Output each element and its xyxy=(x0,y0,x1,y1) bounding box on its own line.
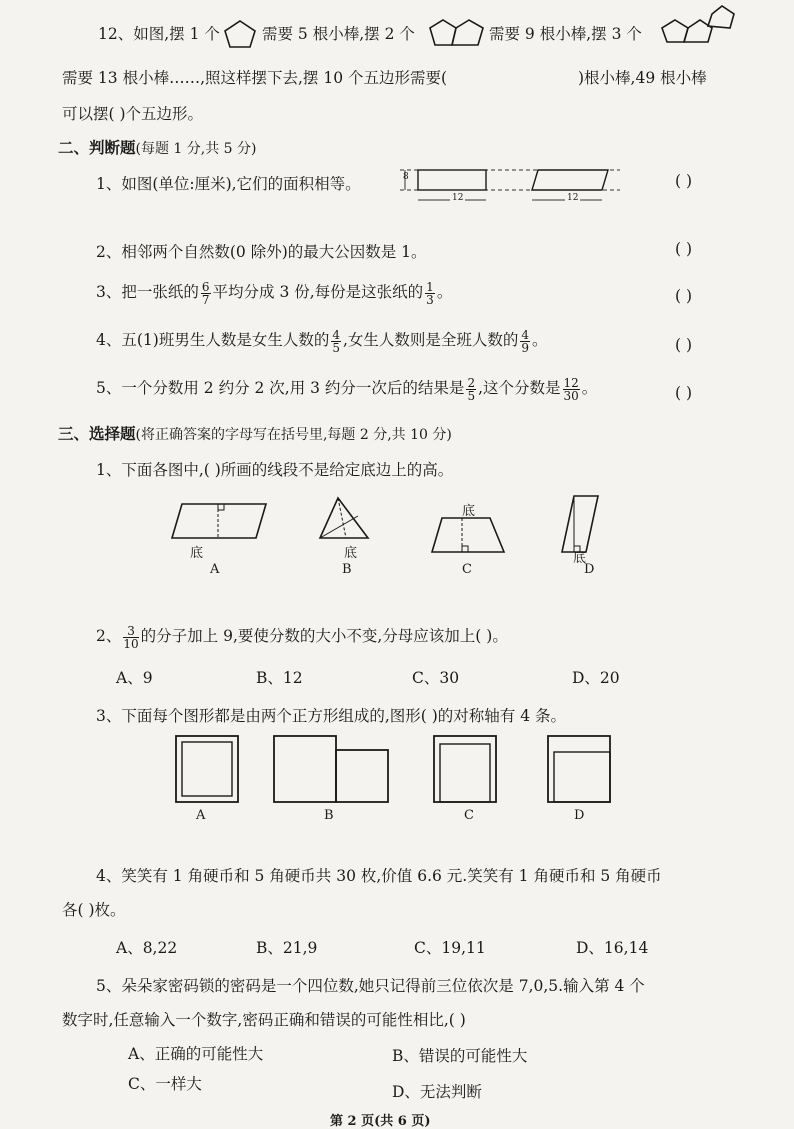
q1-dim-h: 8 xyxy=(403,172,409,182)
s3-q5-opt-a[interactable]: A、正确的可能性大 xyxy=(128,1045,264,1063)
s3-q2: 2、 $\frac{3}{10}$ 的分子加上 9,要使分数的大小不变,分母应该加上( )。 xyxy=(96,623,508,651)
s2-q2-paren[interactable]: ( ) xyxy=(675,240,693,258)
s3-q1: 1、下面各图中,( )所画的线段不是给定底边上的高。 xyxy=(96,461,454,479)
s2-q5-paren[interactable]: ( ) xyxy=(675,384,693,402)
pentagon-icon xyxy=(222,18,258,50)
s3-q4-line1: 4、笑笑有 1 角硬币和 5 角硬币共 30 枚,价值 6.6 元.笑笑有 1 角硬币和 5 角硬币 xyxy=(96,867,662,885)
three-pentagons-icon xyxy=(660,4,738,50)
shape-c-label: C xyxy=(462,562,472,577)
fraction: $\frac{6}{7}$ xyxy=(201,279,210,307)
s3-q2-opt-a[interactable]: A、9 xyxy=(116,669,153,687)
s3-q5-opt-d[interactable]: D、无法判断 xyxy=(392,1083,482,1101)
section3-title: 三、选择题(将正确答案的字母写在括号里,每题 2 分,共 10 分) xyxy=(58,424,452,443)
s3-q5-opt-b[interactable]: B、错误的可能性大 xyxy=(392,1047,528,1065)
shape-c-base: 底 xyxy=(462,504,476,519)
s3-q4-line2: 各( )枚。 xyxy=(62,901,126,919)
q3-label-b: B xyxy=(324,808,334,823)
fraction: $\frac{12}{30}$ xyxy=(563,375,579,403)
q1-shapes xyxy=(170,494,610,584)
shape-d-base: 底 xyxy=(573,551,587,566)
shape-d-label: D xyxy=(584,562,595,577)
s2-q2: 2、相邻两个自然数(0 除外)的最大公因数是 1。 xyxy=(96,243,427,261)
fraction: $\frac{2}{5}$ xyxy=(467,375,476,403)
s2-q3: 3、把一张纸的 $\frac{6}{7}$ 平均分成 3 份,每份是这张纸的 $\frac{1}{3}$ 。 xyxy=(96,279,453,307)
s3-q5-opt-c[interactable]: C、一样大 xyxy=(128,1075,202,1093)
s3-q2-opt-d[interactable]: D、20 xyxy=(572,669,620,687)
q3-shapes xyxy=(170,732,630,808)
q3-label-c: C xyxy=(464,808,474,823)
s3-q2-opt-b[interactable]: B、12 xyxy=(256,669,303,687)
fraction: $\frac{4}{5}$ xyxy=(332,327,340,355)
fraction: $\frac{1}{3}$ xyxy=(426,279,434,307)
s3-q4-opt-a[interactable]: A、8,22 xyxy=(116,939,178,957)
two-pentagons-icon xyxy=(428,16,486,50)
s3-q2-opt-c[interactable]: C、30 xyxy=(412,669,460,687)
shape-b-label: B xyxy=(342,562,352,577)
s2-q3-paren[interactable]: ( ) xyxy=(675,287,693,305)
fraction: $\frac{4}{9}$ xyxy=(521,327,530,355)
section2-title: 二、判断题(每题 1 分,共 5 分) xyxy=(58,138,257,157)
shape-a-label: A xyxy=(210,562,220,577)
q3-label-d: D xyxy=(574,808,585,823)
q1-figure xyxy=(396,162,624,206)
s2-q5: 5、一个分数用 2 约分 2 次,用 3 约分一次后的结果是 $\frac{2}{5}$ ,这个分数是 $\frac{12}{30}$ 。 xyxy=(96,375,598,403)
shape-a-base: 底 xyxy=(190,546,204,561)
q12-line2b: )根小棒,49 根小棒 xyxy=(578,69,707,87)
s3-q4-opt-d[interactable]: D、16,14 xyxy=(576,939,649,957)
q12-text-3: 需要 9 根小棒,摆 3 个 xyxy=(489,25,642,43)
s3-q5-line2: 数字时,任意输入一个数字,密码正确和错误的可能性相比,( ) xyxy=(62,1011,466,1029)
s3-q3: 3、下面每个图形都是由两个正方形组成的,图形( )的对称轴有 4 条。 xyxy=(96,707,567,725)
s3-q4-opt-b[interactable]: B、21,9 xyxy=(256,939,318,957)
s3-q4-opt-c[interactable]: C、19,11 xyxy=(414,939,486,957)
q3-label-a: A xyxy=(196,808,206,823)
s2-q1: 1、如图(单位:厘米),它们的面积相等。 xyxy=(96,175,361,193)
q1-dim-w1: 12 xyxy=(452,193,464,203)
s2-q4: 4、五(1)班男生人数是女生人数的 $\frac{4}{5}$ ,女生人数则是全班人数的 $\frac{4}{9}$ 。 xyxy=(96,327,548,355)
s2-q1-paren[interactable]: ( ) xyxy=(675,172,693,190)
q12-line3: 可以摆( )个五边形。 xyxy=(62,105,204,123)
shape-b-base: 底 xyxy=(344,546,358,561)
q12-line2a: 需要 13 根小棒……,照这样摆下去,摆 10 个五边形需要( xyxy=(62,69,448,87)
q12-text-2: 需要 5 根小棒,摆 2 个 xyxy=(262,25,415,43)
q1-dim-w2: 12 xyxy=(567,193,579,203)
s3-q5-line1: 5、朵朵家密码锁的密码是一个四位数,她只记得前三位依次是 7,0,5.输入第 4 个 xyxy=(96,977,645,995)
q12-text-1: 12、如图,摆 1 个 xyxy=(98,25,220,43)
page-footer: 第 2 页(共 6 页) xyxy=(330,1114,431,1129)
s2-q4-paren[interactable]: ( ) xyxy=(675,336,693,354)
fraction: $\frac{3}{10}$ xyxy=(123,623,139,651)
